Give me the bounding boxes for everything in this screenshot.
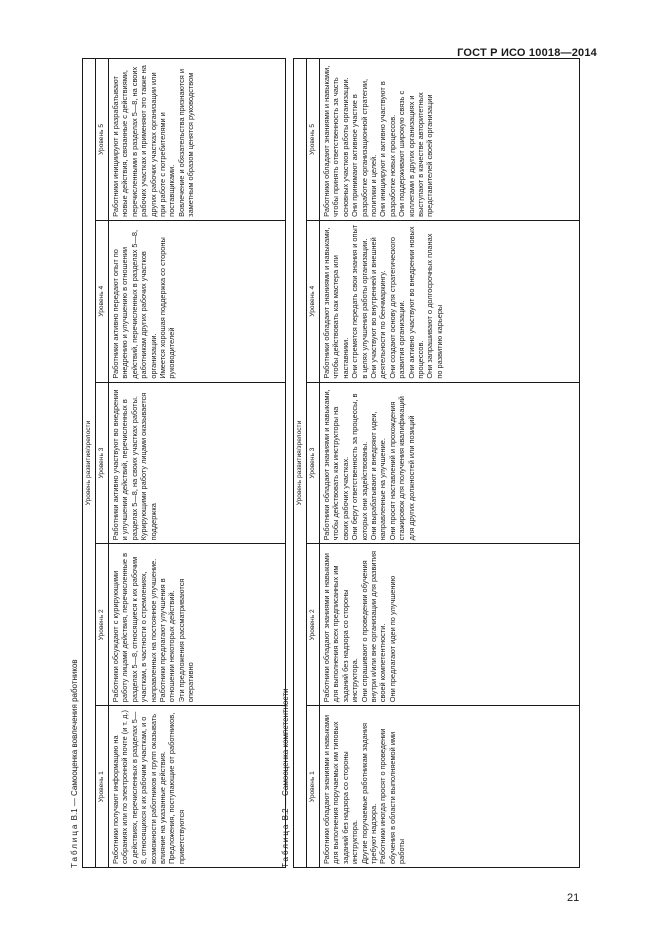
column-header-level-3: Уровень 3	[307, 382, 320, 544]
table-cell-level-3: Работники обладают знаниями и навыками, чтобы действовать как инструкторы на своих рабочих участках. Они берут ответственность за процессы, в которых они задействованы. Они вырабатывают и внедряют идеи, направленные на улучшение. Они просят наставлений и прохождения стажировок для получения квалификаций для других должностей или позиций	[320, 382, 580, 544]
table-caption	[68, 48, 82, 868]
column-header-level-4: Уровень 4	[307, 220, 320, 382]
column-header-level-3: Уровень 3	[96, 382, 109, 544]
column-header-level-2: Уровень 2	[307, 544, 320, 706]
table-b2-block	[279, 48, 579, 868]
caption-lead: Таблица	[281, 822, 290, 868]
table-cell-level-4: Работники активно передают опыт по внедрению и улучшению в отношении действий, перечисленных в разделах 5—8, работникам других рабочих участков организации. Имеется хорошая поддержка со стороны руководителей	[109, 220, 286, 382]
column-header-level-5: Уровень 5	[96, 59, 109, 221]
self-assessment-table-competence	[293, 58, 580, 868]
table-b1-block	[68, 48, 278, 868]
column-header-level-2: Уровень 2	[96, 544, 109, 706]
table-cell-level-2: Работники обсуждают с курирующими работу лицами действия, перечисленные в разделах 5—8, относящиеся к их рабочим участкам, в частности о стремлениях, направленных на постоянное улучшение. Работники предлагают улучшения в отношении некоторых действий. Эти предложения рассматриваются оперативно	[109, 544, 286, 706]
table-cell-level-1: Работники получают информацию на собраниях или по электронной почте (и т. д.) о действиях, перечисленных в разделах 5—8, относящихся к их рабочим участкам, и о возможности работников и групп оказывать влияние на указанные действия. Предложения, поступающие от работников, приветствуются	[109, 706, 286, 868]
column-header-level-1: Уровень 1	[307, 706, 320, 868]
column-header-level-1: Уровень 1	[96, 706, 109, 868]
self-assessment-table-involvement	[82, 58, 286, 868]
standard-header: ГОСТ Р ИСО 10018—2014	[457, 47, 597, 59]
table-cell-level-2: Работники обладают знаниями и навыками для выполнения всех предписанных им заданий без надзора со стороны инструктора. Они спрашивают о проведении обучения внутри и/или вне организации для развития своей компетентности. Они предлагают идеи по улучшению	[320, 544, 580, 706]
table-row	[320, 59, 580, 868]
table-cell-level-5: Работники инициируют и разрабатывают новые действия, связанные с действиями, перечисленными в разделах 5—8, на своих рабочих участках и применяют это также на других рабочих участках организации или при работе с потребителями и поставщиками. Вовлечение и обязательства признаются и заметным образом ценятся руководством	[109, 59, 286, 221]
table-cell-level-3: Работники активно участвуют во внедрении и улучшении действий, перечисленных в разделах 5—8, на своих участках работы. Курирующими работу лицами оказывается поддержка	[109, 382, 286, 544]
column-header-level-5: Уровень 5	[307, 59, 320, 221]
table-cell-level-1: Работники обладают знаниями и навыками для выполнения поручаемых им типовых заданий без надзора со стороны инструктора. Другие поручаемые работникам задания требуют надзора. Работники иногда просят о проведении обучения в области выполняемой ими работы	[320, 706, 580, 868]
column-header-level-4: Уровень 4	[96, 220, 109, 382]
page-number: 21	[567, 892, 580, 904]
caption-text: В.1 — Самооценка вовлечения работников	[70, 659, 79, 821]
caption-text: В.2 — Самооценка компетентности	[281, 688, 290, 821]
caption-lead: Таблица	[70, 822, 79, 868]
group-header: Уровень развития/зрелости	[294, 59, 307, 868]
table-row	[109, 59, 286, 868]
table-caption	[279, 48, 293, 868]
group-header: Уровень развития/зрелости	[83, 59, 96, 868]
table-cell-level-4: Работники обладают знаниями и навыками, чтобы действовать как мастера или наставники. Они стремятся передать свои знания и опыт в целях улучшения работы организации. Они участвуют во внутренней и внешней деятельности по бенчмаркингу. Они создают основу для стратегического развития организации. Они активно участвуют во внедрении новых процессов. Они запрашивают о долгосрочных планах по развитию карьеры	[320, 220, 580, 382]
table-cell-level-5: Работники обладают знаниями и навыками, чтобы принять ответственность за часть основных участков работы организации. Они принимают активное участие в разработке организационной стратегии, политики и целей. Они инициируют и активно участвуют в разработке новых процессов. Они поддерживают широкую связь с коллегами в других организациях и выступают в качестве авторитетных представителей своей организации	[320, 59, 580, 221]
